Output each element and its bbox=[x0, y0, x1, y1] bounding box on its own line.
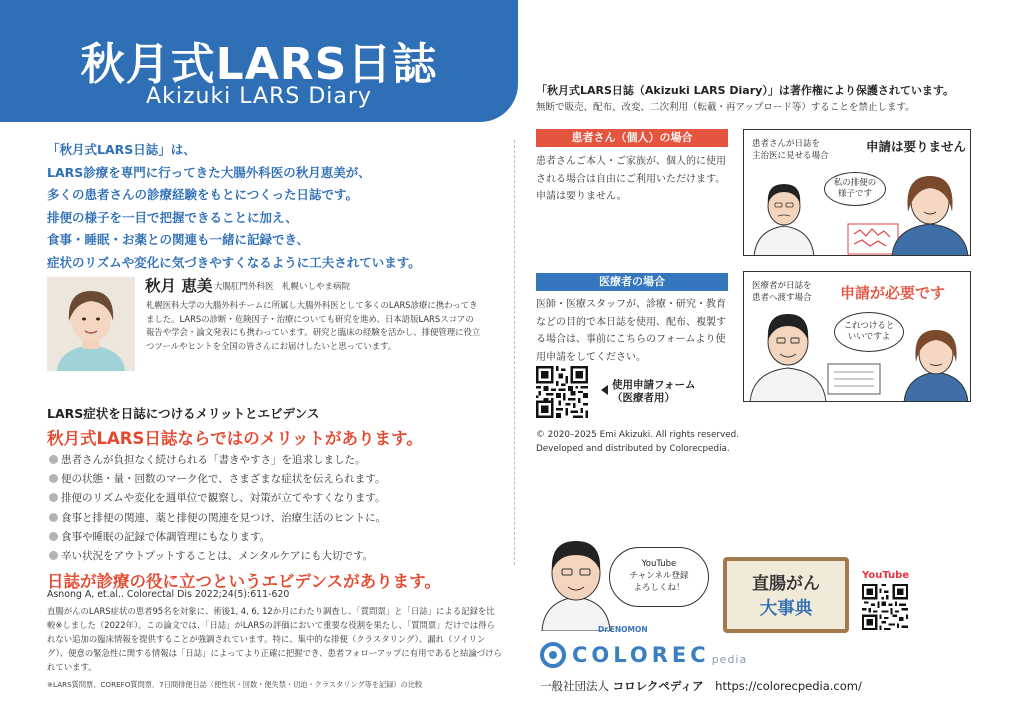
patient-doctor-illustration-icon bbox=[744, 130, 971, 256]
bullet-icon bbox=[49, 532, 58, 541]
list-item: 食事と排便の関連、薬と排便の関連を見つけ、治療生活のヒントに。 bbox=[49, 509, 499, 528]
patient-case-panel bbox=[743, 129, 971, 256]
doctor-mascot-icon bbox=[540, 535, 612, 631]
merits-red-heading: 秋月式LARS日誌ならではのメリットがあります。 bbox=[47, 429, 423, 448]
bullet-icon bbox=[49, 474, 58, 483]
author-name: 秋月 恵美 bbox=[145, 277, 213, 295]
evidence-body: 直腸がんのLARS症状の患者95名を対象に、術後1, 4, 6, 12か月にわたり調査し、「質問票」と「日誌」による記録を比較※しました（2022年）。この論文では、「日誌」がLARSの評価において重要な役割を果たし、「質問票」だけでは得られない追加の臨床情報を提供することが強調されています。特に、集中的な排便（クラスタリング）、漏れ（ソイリング）、便意の緊急性に関する情報は「日誌」によってより正確に把握でき、患者フォローアップに有用であると結論づけられています。 bbox=[47, 606, 502, 672]
mascot-name: Dr.ENOMON bbox=[598, 625, 648, 634]
panel-caption: 患者さんが日誌を 主治医に見せる場合 bbox=[752, 139, 829, 161]
medical-case-panel bbox=[743, 271, 971, 402]
colorec-logo[interactable] bbox=[540, 642, 747, 668]
intro-line: 症状のリズムや変化に気づきやすくなるように工夫されています。 bbox=[47, 254, 421, 270]
copyright-notice-sub: 無断で販売、配布、改変、二次利用（転載・再アップロード等）することを禁止します。 bbox=[536, 102, 915, 113]
patient-case-text: 患者さんご本人・ご家族が、個人的に使用される場合は自由にご利用いただけます。申請は要りません。 bbox=[536, 156, 726, 202]
book-title-line2: 大事典 bbox=[759, 599, 813, 619]
book-title-line1: 直腸がん bbox=[752, 574, 820, 594]
copyright-notice-heading: 「秋月式LARS日誌（Akizuki LARS Diary）」は著作権により保護されています。 bbox=[536, 84, 954, 97]
intro-line: 多くの患者さんの診療経験をもとにつくった日誌です。 bbox=[47, 187, 359, 202]
list-item: 便の状態・量・回数のマーク化で、さまざまな症状を伝えられます。 bbox=[49, 470, 499, 489]
encyclopedia-book[interactable] bbox=[723, 557, 849, 633]
qr-code-icon bbox=[536, 366, 588, 418]
author-bio: 札幌医科大学の大腸外科チームに所属し大腸外科医として多くのLARS診療に携わってきました。LARSの診断・危険因子・治療についても研究を進め、日本語版LARSスコアの報告や学会・論文発表にも携わっています。研究と臨床の経験を活かし、排便管理に役立つツールやヒントを全国の皆さんにお届けしたいと思っています。 bbox=[146, 300, 481, 351]
merit-list bbox=[49, 451, 499, 566]
intro-line: 食事・睡眠・お薬との関連も一緒に記録でき、 bbox=[47, 232, 310, 247]
bullet-icon bbox=[49, 493, 58, 502]
medical-case-text: 医師・医療スタッフが、診療・研究・教育などの目的で本日誌を使用、配布、複製する場合は、事前にこちらのフォームより使用申請をしてください。 bbox=[536, 299, 726, 363]
list-item: 辛い状況をアウトプットすることは、メンタルケアにも大切です。 bbox=[49, 547, 499, 566]
copyright-line: Developed and distributed by Colorecpedia. bbox=[536, 444, 730, 454]
copyright bbox=[536, 428, 739, 456]
application-form-qr[interactable] bbox=[536, 366, 588, 418]
page-subtitle: Akizuki LARS Diary bbox=[146, 84, 372, 109]
intro-text bbox=[47, 139, 497, 274]
logo-suffix: pedia bbox=[711, 652, 748, 666]
organization-name: コロレクペディア bbox=[612, 679, 704, 693]
evidence-citation: Asnong A, et.al.. Colorectal Dis 2022;24(5):611-620 bbox=[47, 589, 290, 600]
evidence-footnote: ※LARS質問票、COREFO質問票、7日間排便日誌（便性状・回数・便失禁・切迫・クラスタリング等を記録）の比較 bbox=[47, 680, 423, 689]
colorec-mark-icon bbox=[540, 642, 566, 668]
doctor-patient-illustration-icon bbox=[744, 272, 971, 402]
bullet-icon bbox=[49, 551, 58, 560]
youtube-qr[interactable] bbox=[862, 584, 908, 630]
page-title: 秋月式LARS日誌 bbox=[80, 39, 438, 90]
bullet-icon bbox=[49, 455, 58, 464]
application-form-label[interactable]: 使用申請フォーム （医療者用） bbox=[612, 379, 696, 404]
intro-line: LARS診療を専門に行ってきた大腸外科医の秋月恵美が、 bbox=[47, 164, 371, 180]
list-item: 排便のリズムや変化を週単位で観察し、対策が立てやすくなります。 bbox=[49, 489, 499, 508]
copyright-line: © 2020–2025 Emi Akizuki. All rights reserved. bbox=[536, 430, 740, 440]
list-item: 食事や睡眠の記録で体調管理にもなります。 bbox=[49, 528, 499, 547]
author-affiliation: 大腸肛門外科医 札幌いしやま病院 bbox=[214, 282, 351, 292]
intro-line: 排便の様子を一目で把握できることに加え、 bbox=[47, 209, 298, 225]
panel-caption: 医療者が日誌を 患者へ渡す場合 bbox=[752, 281, 812, 303]
author-photo bbox=[47, 277, 135, 371]
bullet-icon bbox=[49, 513, 58, 522]
patient-case-label: 患者さん（個人）の場合 bbox=[536, 129, 728, 147]
youtube-speech-bubble: YouTube チャンネル登録 よろしくね！ bbox=[609, 547, 709, 607]
youtube-label: YouTube bbox=[862, 570, 910, 581]
author-portrait-icon bbox=[47, 277, 135, 371]
panel-title: 申請は要りません bbox=[866, 139, 967, 154]
logo-word: COLOREC bbox=[572, 643, 710, 667]
speech-bubble: 私の排便の 様子です bbox=[824, 172, 886, 206]
organization-type: 一般社団法人 bbox=[540, 679, 609, 693]
arrow-left-icon bbox=[601, 385, 608, 395]
qr-code-icon bbox=[862, 584, 908, 630]
merits-heading: LARS症状を日誌につけるメリットとエビデンス bbox=[47, 406, 320, 421]
speech-bubble: これつけると いいですよ bbox=[834, 312, 904, 352]
organization-url[interactable]: https://colorecpedia.com/ bbox=[715, 679, 862, 693]
list-item: 患者さんが負担なく続けられる「書きやすさ」を追求しました。 bbox=[49, 451, 499, 470]
organization-line bbox=[540, 678, 862, 694]
intro-line: 「秋月式LARS日誌」は、 bbox=[47, 142, 196, 157]
column-divider bbox=[514, 140, 515, 565]
medical-case-label: 医療者の場合 bbox=[536, 273, 728, 291]
panel-title: 申請が必要です bbox=[840, 284, 946, 302]
evidence-red-heading: 日誌が診療の役に立つというエビデンスがあります。 bbox=[47, 572, 441, 591]
